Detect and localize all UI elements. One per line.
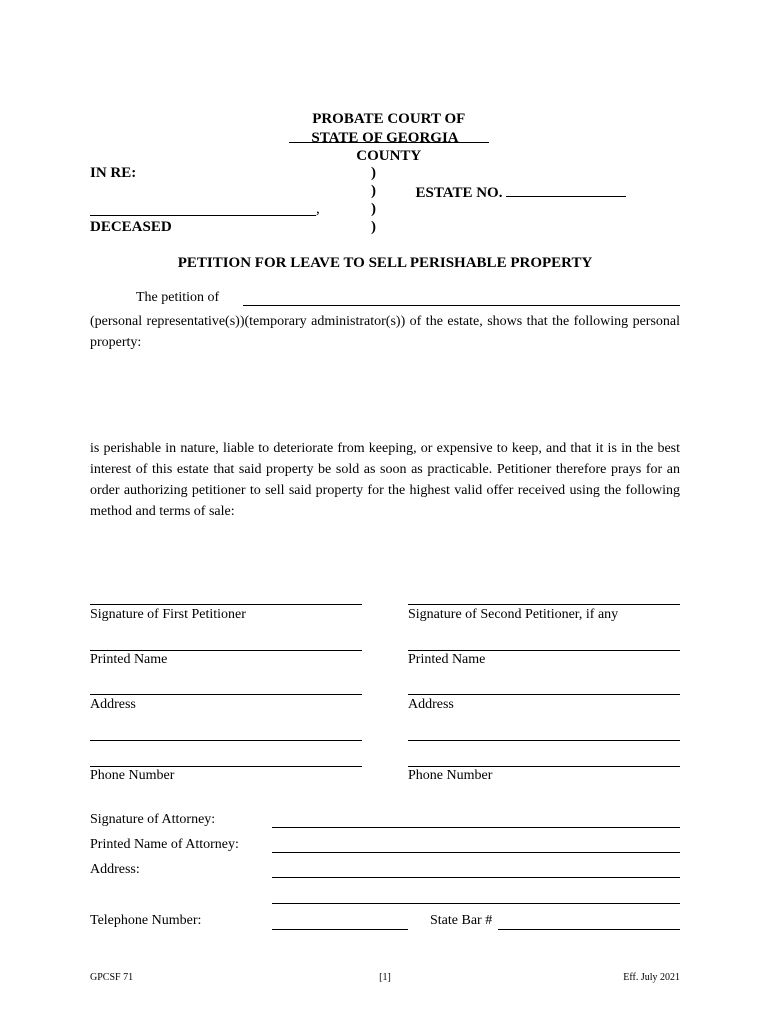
deceased-label: DECEASED (90, 219, 172, 235)
state-bar-label: State Bar # (430, 913, 493, 928)
paragraph-2: is perishable in nature, liable to deteriorate from keeping, or expensive to keep, and that it is in the best interest of this estate that said property be sold as soon as practicable. Petitioner therefore prays for an order authorizing petitioner to sell said property for the highest valid offer received using the following method and terms of sale: (90, 441, 680, 519)
second-petitioner-label: Signature of Second Petitioner, if any (408, 607, 619, 622)
second-phone-line[interactable] (408, 766, 680, 767)
attorney-telephone-label: Telephone Number: (90, 913, 202, 928)
first-address-label: Address (90, 697, 136, 712)
form-id: GPCSF 71 (90, 972, 134, 983)
petitioner-name-line[interactable] (243, 305, 680, 306)
first-phone-line[interactable] (90, 766, 362, 767)
second-address-line[interactable] (408, 694, 680, 695)
in-re-label: IN RE: (90, 165, 137, 181)
first-printed-name-line[interactable] (90, 650, 362, 651)
first-petitioner-label: Signature of First Petitioner (90, 607, 246, 622)
decedent-name-line[interactable] (90, 215, 316, 216)
attorney-address-label: Address: (90, 862, 140, 877)
first-printed-name-label: Printed Name (90, 652, 168, 667)
attorney-address-line-2[interactable] (272, 903, 680, 904)
decedent-comma: , (316, 201, 320, 217)
second-petitioner-signature-line[interactable] (408, 604, 680, 605)
paragraph-1: (personal representative(s))(temporary administrator(s)) of the estate, shows that the following personal property: (90, 314, 680, 350)
second-printed-name-line[interactable] (408, 650, 680, 651)
state-heading: STATE OF GEORGIA (311, 130, 459, 146)
attorney-telephone-line[interactable] (272, 929, 408, 930)
caption-paren-1: ) (371, 165, 376, 181)
court-prefix: PROBATE COURT OF (312, 111, 466, 127)
attorney-printed-name-label: Printed Name of Attorney: (90, 837, 239, 852)
page-number: [1] (379, 972, 391, 983)
caption-paren-2: ) (371, 183, 376, 199)
caption-paren-4: ) (371, 219, 376, 235)
petition-title: PETITION FOR LEAVE TO SELL PERISHABLE PROPERTY (177, 255, 593, 271)
second-phone-label: Phone Number (408, 768, 493, 783)
attorney-printed-name-line[interactable] (272, 852, 680, 853)
effective-date: Eff. July 2021 (623, 972, 680, 983)
first-petitioner-signature-line[interactable] (90, 604, 362, 605)
estate-no-label: ESTATE NO. (415, 185, 503, 201)
caption-paren-3: ) (371, 201, 376, 217)
first-phone-label: Phone Number (90, 768, 175, 783)
second-printed-name-label: Printed Name (408, 652, 486, 667)
second-address-line-2[interactable] (408, 740, 680, 741)
attorney-address-line[interactable] (272, 877, 680, 878)
state-bar-line[interactable] (498, 929, 680, 930)
estate-no-blank[interactable] (506, 182, 626, 197)
estate-number (408, 165, 626, 202)
petition-lead: The petition of (136, 290, 220, 305)
second-address-label: Address (408, 697, 454, 712)
first-address-line-2[interactable] (90, 740, 362, 741)
court-suffix: COUNTY (356, 148, 422, 164)
attorney-signature-label: Signature of Attorney: (90, 812, 216, 827)
attorney-signature-line[interactable] (272, 827, 680, 828)
first-address-line[interactable] (90, 694, 362, 695)
